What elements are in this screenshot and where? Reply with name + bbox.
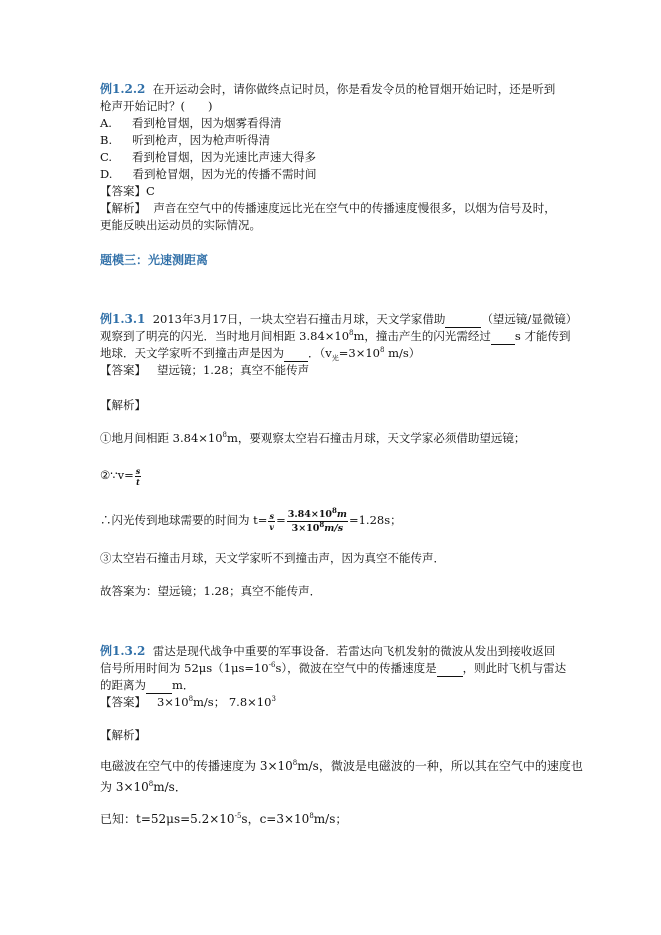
ex122-analysis-line1: 【解析】 声音在空气中的传播速度远比光在空气中的传播速度慢很多，以烟为信号及时， [100,201,556,215]
ex132-analysis-label: 【解析】 [100,728,146,742]
ex132-known-values: 已知：$t=52\mu s=5.2\times 10^{-5}s$，$c=3\times 10^8m/s$； [100,812,348,826]
blank-4 [437,660,463,677]
ex122-question-line1: 例1.2.2 在开运动会时，请你做终点记时员，你是看发令员的枪冒烟开始记时，还是听到 [100,82,556,96]
ex132-explain-line2: 为 $3\times 10^8m/s$． [100,780,187,794]
ex132-explain-line1: 电磁波在空气中的传播速度为 $3\times 10^8m/s$，微波是电磁波的一种，所以其在空气中的速度也 [100,759,583,773]
section-heading: 题模三：光速测距离 [100,253,209,267]
formula-v-equals-s-over-t: $\frac{s}{t}$ [135,465,141,487]
ex132-label: 例1.3.2 [100,644,146,658]
ex131-question-line3: 地球．天文学家听不到撞击声是因为 ．（$v_光=3\times 10^8$ m/s） [100,346,421,363]
formula-s-over-v: $\frac{s}{v}$ [269,510,275,532]
ex122-option-b: B. 听到枪声，因为枪声听得清 [100,133,271,147]
ex131-answer: 【答案】 望远镜；1.28；真空不能传声 [100,363,310,377]
ex122-answer: 【答案】C [100,184,155,198]
blank-3 [284,345,308,362]
blank-2 [491,328,515,345]
ex132-question-line3: 的距离为 m． [100,678,195,692]
ex132-answer: 【答案】 $3\times 10^8m/s$； $7.8\times 10^3$ [100,695,276,709]
ex122-option-d: D. 看到枪冒烟，因为光的传播不需时间 [100,167,317,181]
ex122-label: 例1.2.2 [100,82,146,96]
ex122-question-line2: 枪声开始记时？( ) [100,99,213,113]
ex122-analysis-line2: 更能反映出运动员的实际情况。 [100,218,261,232]
ex132-question-line1: 例1.3.2 雷达是现代战争中重要的军事设备．若雷达向飞机发射的微波从发出到接收返回 [100,644,556,658]
ex131-question-line2: 观察到了明亮的闪光．当时地月间相距 $3.84\times 10^8m$，撞击产生的闪光需经过 s 才能传到 [100,329,571,343]
ex131-step4: ③太空岩石撞击月球，天文学家听不到撞击声，因为真空不能传声． [100,551,445,565]
formula-time-calculation: $\frac{3.84\times 10^8m}{3\times 10^8m/s}$ [287,505,347,534]
ex131-step1: ①地月间相距 $3.84\times 10^8m$，要观察太空岩石撞击月球，天文学家必须借助望远镜； [100,431,526,445]
ex131-analysis-label: 【解析】 [100,398,146,412]
blank-5 [146,677,172,694]
ex131-conclusion: 故答案为：望远镜；1.28；真空不能传声． [100,584,322,598]
ex122-option-c: C. 看到枪冒烟，因为光速比声速大得多 [100,150,317,164]
ex131-label: 例1.3.1 [100,312,146,326]
ex131-question-line1: 例1.3.1 2013年3月17日，一块太空岩石撞击月球，天文学家借助 （望远镜/显微镜） [100,312,578,326]
ex122-option-a: A. 看到枪冒烟，因为烟雾看得清 [100,116,282,130]
ex131-step3: ∴闪光传到地球需要的时间为 t= $\frac{s}{v}$ = $\frac{3.84\times 10^8m}{3\times 10^8m/s}$ =1.28s； [100,505,402,534]
ex131-step2: ②∵v= $\frac{s}{t}$ [100,465,141,487]
blank-1 [445,311,481,328]
ex132-question-line2: 信号所用时间为 $52\mu s(1\mu s=10^{-6}s)$，微波在空气中的传播速度是 ，则此时飞机与雷达 [100,661,567,675]
